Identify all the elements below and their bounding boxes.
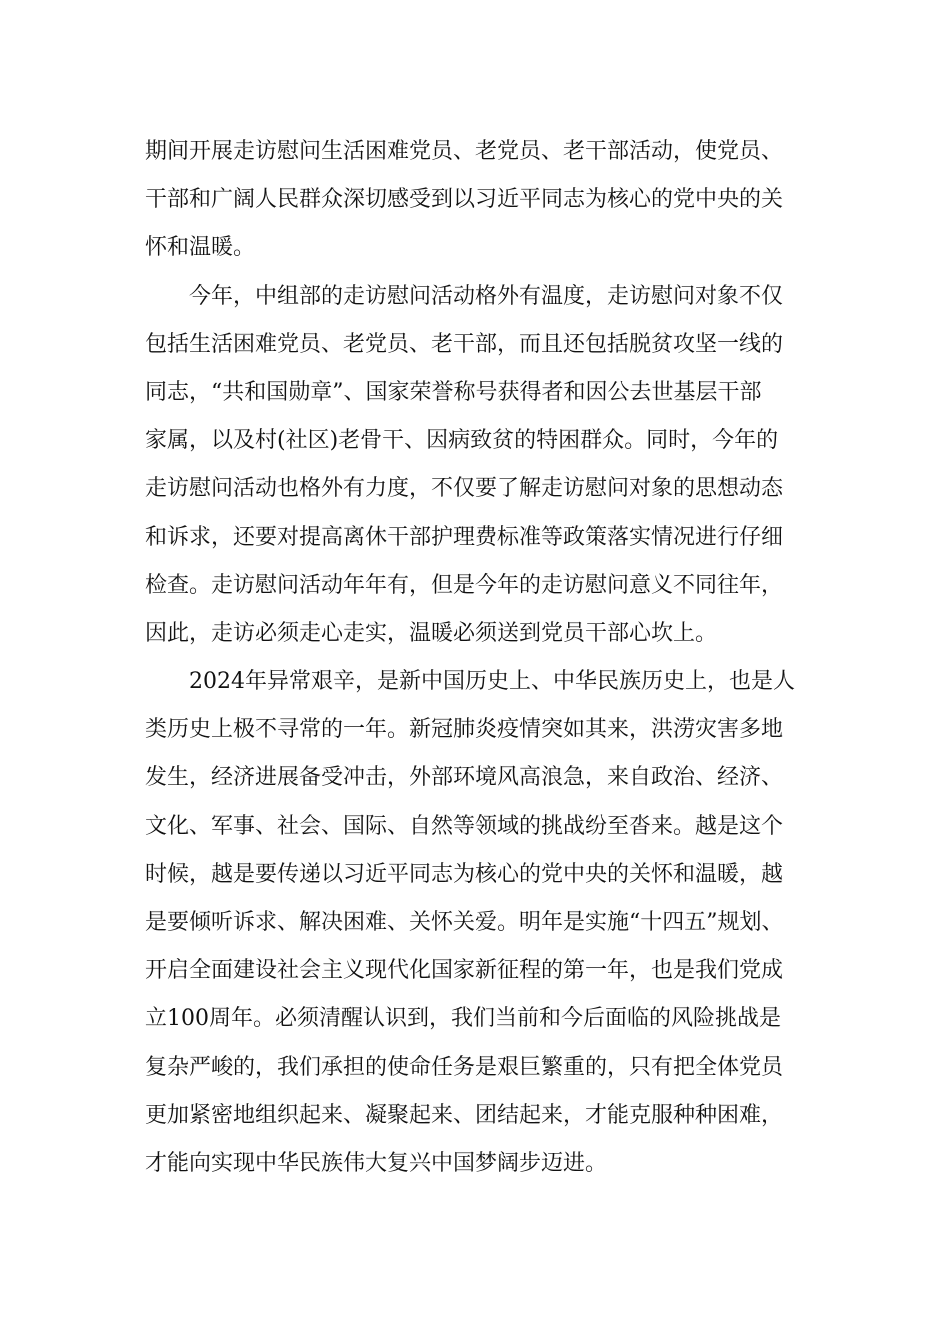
- paragraph-3-line-1: 2024年异常艰辛，是新中国历史上、中华民族历史上，也是人: [189, 669, 795, 695]
- paragraph-3-line-4: 文化、军事、社会、国际、自然等领域的挑战纷至沓来。越是这个: [145, 813, 784, 839]
- paragraph-2-line-1: 今年，中组部的走访慰问活动格外有温度，走访慰问对象不仅: [189, 283, 784, 309]
- paragraph-3-line-7: 开启全面建设社会主义现代化国家新征程的第一年，也是我们党成: [145, 958, 784, 984]
- paragraph-1-line-3: 怀和温暖。: [145, 235, 256, 261]
- paragraph-3-line-2: 类历史上极不寻常的一年。新冠肺炎疫情突如其来，洪涝灾害多地: [145, 717, 784, 743]
- paragraph-2-line-6: 和诉求，还要对提高离休干部护理费标准等政策落实情况进行仔细: [145, 524, 784, 550]
- paragraph-2-line-3: 同志，“共和国勋章”、国家荣誉称号获得者和因公去世基层干部: [145, 379, 762, 405]
- paragraph-3-line-5: 时候，越是要传递以习近平同志为核心的党中央的关怀和温暖，越: [145, 861, 784, 887]
- paragraph-2-line-5: 走访慰问活动也格外有力度，不仅要了解走访慰问对象的思想动态: [145, 476, 784, 502]
- paragraph-2-line-4: 家属，以及村(社区)老骨干、因病致贫的特困群众。同时，今年的: [145, 428, 779, 454]
- paragraph-3-line-6: 是要倾听诉求、解决困难、关怀关爱。明年是实施“十四五”规划、: [145, 910, 784, 935]
- paragraph-3-line-9: 复杂严峻的，我们承担的使命任务是艰巨繁重的，只有把全体党员: [145, 1054, 784, 1080]
- paragraph-2-line-7: 检查。走访慰问活动年年有，但是今年的走访慰问意义不同往年，: [145, 572, 784, 598]
- paragraph-1-line-1: 期间开展走访慰问生活困难党员、老党员、老干部活动，使党员、: [145, 139, 784, 164]
- paragraph-1-line-2: 干部和广阔人民群众深切感受到以习近平同志为核心的党中央的关: [145, 187, 784, 213]
- paragraph-3-line-8: 立100周年。必须清醒认识到，我们当前和今后面临的风险挑战是: [145, 1006, 781, 1032]
- paragraph-3-line-10: 更加紧密地组织起来、凝聚起来、团结起来，才能克服种种困难，: [145, 1102, 784, 1128]
- paragraph-3-line-3: 发生，经济进展备受冲击，外部环境风高浪急，来自政治、经济、: [145, 765, 784, 791]
- paragraph-2-line-8: 因此，走访必须走心走实，温暖必须送到党员干部心坎上。: [145, 620, 718, 646]
- paragraph-3-line-11: 才能向实现中华民族伟大复兴中国梦阔步迈进。: [145, 1150, 608, 1176]
- body-text: [145, 128, 810, 1188]
- paragraph-2-line-2: 包括生活困难党员、老党员、老干部，而且还包括脱贫攻坚一线的: [145, 331, 784, 357]
